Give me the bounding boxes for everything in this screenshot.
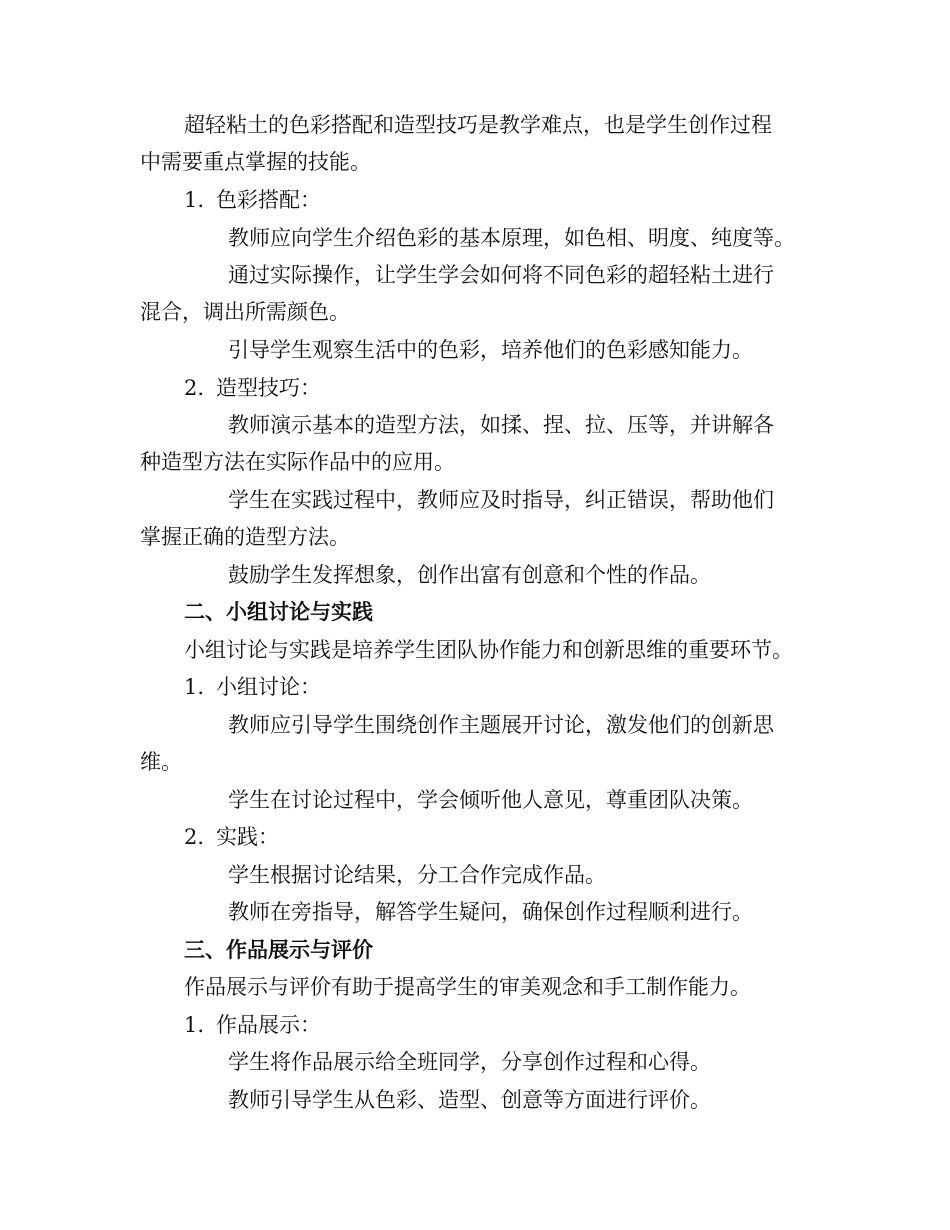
paragraph-line: 教师应引导学生围绕创作主题展开讨论，激发他们的创新思 bbox=[228, 713, 774, 737]
intro-paragraph-line: 中需要重点掌握的技能。 bbox=[140, 150, 371, 174]
list-number: 2. bbox=[184, 825, 205, 849]
list-number: 2. bbox=[184, 376, 205, 400]
list-number: 1. bbox=[184, 675, 205, 699]
paragraph-line: 引导学生观察生活中的色彩，培养他们的色彩感知能力。 bbox=[228, 338, 753, 362]
list-item-shape bbox=[140, 373, 864, 403]
section-heading: 二、小组讨论与实践 bbox=[184, 599, 373, 624]
list-item-title: 造型技巧： bbox=[216, 376, 321, 400]
paragraph-line: 学生在实践过程中，教师应及时指导，纠正错误，帮助他们 bbox=[228, 488, 774, 512]
list-item-showcase bbox=[140, 1010, 864, 1040]
paragraph-line: 教师引导学生从色彩、造型、创意等方面进行评价。 bbox=[228, 1088, 711, 1112]
paragraph-line: 维。 bbox=[140, 750, 182, 774]
paragraph-line: 教师在旁指导，解答学生疑问，确保创作过程顺利进行。 bbox=[228, 900, 753, 924]
section-intro: 小组讨论与实践是培养学生团队协作能力和创新思维的重要环节。 bbox=[184, 638, 793, 662]
paragraph-line: 学生在讨论过程中，学会倾听他人意见，尊重团队决策。 bbox=[228, 788, 753, 812]
paragraph-line: 教师应向学生介绍色彩的基本原理，如色相、明度、纯度等。 bbox=[228, 226, 795, 250]
paragraph-line: 教师演示基本的造型方法，如揉、捏、拉、压等，并讲解各 bbox=[228, 413, 774, 437]
list-item-title: 小组讨论： bbox=[216, 675, 321, 699]
list-item-title: 实践： bbox=[216, 825, 279, 849]
list-number: 1. bbox=[184, 188, 205, 212]
paragraph-line: 通过实际操作，让学生学会如何将不同色彩的超轻粘土进行 bbox=[228, 263, 774, 287]
intro-paragraph-line: 超轻粘土的色彩搭配和造型技巧是教学难点，也是学生创作过程 bbox=[184, 113, 772, 137]
section-heading: 三、作品展示与评价 bbox=[184, 937, 373, 962]
list-item-title: 色彩搭配： bbox=[216, 188, 321, 212]
paragraph-line: 学生根据讨论结果，分工合作完成作品。 bbox=[228, 863, 606, 887]
paragraph-line: 混合，调出所需颜色。 bbox=[140, 300, 350, 324]
paragraph-line: 种造型方法在实际作品中的应用。 bbox=[140, 450, 455, 474]
section-intro: 作品展示与评价有助于提高学生的审美观念和手工制作能力。 bbox=[184, 975, 751, 999]
list-item-title: 作品展示： bbox=[216, 1013, 321, 1037]
list-item-practice bbox=[140, 822, 864, 852]
paragraph-line: 掌握正确的造型方法。 bbox=[140, 525, 350, 549]
list-number: 1. bbox=[184, 1013, 205, 1037]
paragraph-line: 鼓励学生发挥想象，创作出富有创意和个性的作品。 bbox=[228, 563, 711, 587]
list-item-color bbox=[140, 185, 864, 215]
paragraph-line: 学生将作品展示给全班同学，分享创作过程和心得。 bbox=[228, 1050, 711, 1074]
list-item-discussion bbox=[140, 672, 864, 702]
